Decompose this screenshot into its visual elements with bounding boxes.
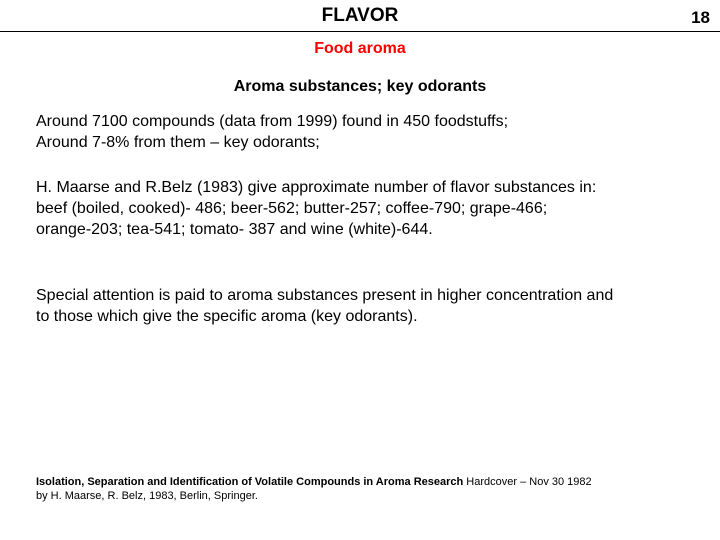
- section-heading: Aroma substances; key odorants: [233, 78, 487, 95]
- slide-title: FLAVOR: [321, 5, 399, 26]
- maarse-belz-paragraph: [36, 177, 706, 240]
- paragraph-line: Around 7-8% from them – key odorants;: [36, 134, 320, 151]
- book-reference: [36, 475, 706, 503]
- reference-title-line: [36, 475, 706, 489]
- attention-paragraph: [36, 285, 706, 327]
- reference-edition: Hardcover – Nov 30 1982: [463, 476, 592, 488]
- paragraph-line: H. Maarse and R.Belz (1983) give approximate number of flavor substances in:: [36, 179, 597, 196]
- slide-subtitle: Food aroma: [314, 40, 406, 57]
- compounds-paragraph: [36, 111, 706, 153]
- paragraph-line: Around 7100 compounds (data from 1999) found in 450 foodstuffs;: [36, 113, 509, 130]
- paragraph-line: to those which give the specific aroma (key odorants).: [36, 308, 418, 325]
- paragraph-line: orange-203; tea-541; tomato- 387 and wine (white)-644.: [36, 221, 433, 238]
- paragraph-line: beef (boiled, cooked)- 486; beer-562; butter-257; coffee-790; grape-466;: [36, 200, 548, 217]
- page-number: 18: [691, 8, 710, 27]
- reference-byline: by H. Maarse, R. Belz, 1983, Berlin, Springer.: [36, 490, 258, 502]
- reference-title: Isolation, Separation and Identification of Volatile Compounds in Aroma Research: [36, 476, 464, 488]
- title-divider: [0, 31, 720, 32]
- paragraph-line: Special attention is paid to aroma substances present in higher concentration and: [36, 287, 614, 304]
